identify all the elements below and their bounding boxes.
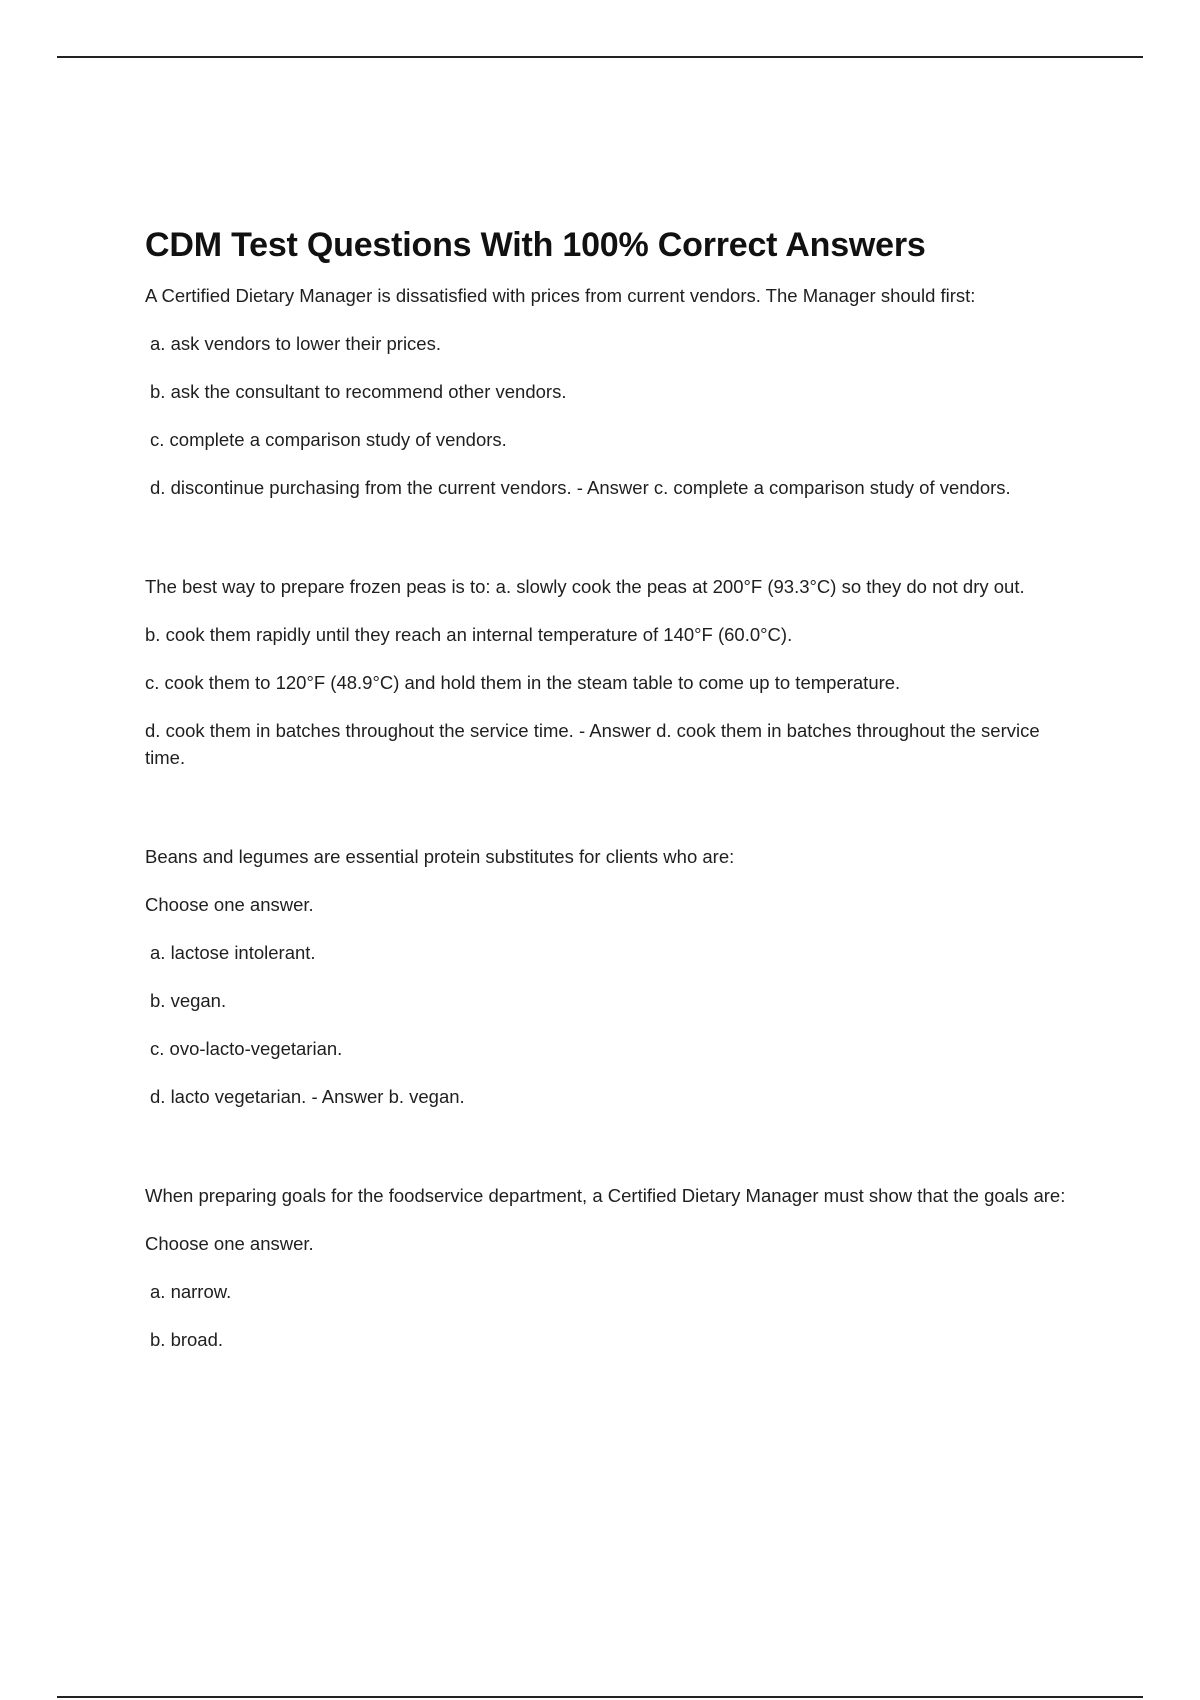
question-text: c. cook them to 120°F (48.9°C) and hold them in the steam table to come up to temperature.	[145, 672, 901, 693]
question-list	[145, 282, 1080, 1353]
answer-option: d. lacto vegetarian. - Answer b. vegan.	[150, 1086, 465, 1107]
answer-option: a. lactose intolerant.	[150, 942, 316, 963]
question-text: A Certified Dietary Manager is dissatisfied with prices from current vendors. The Manager should first:	[145, 285, 976, 306]
answer-option: b. vegan.	[150, 990, 227, 1011]
question-text: b. cook them rapidly until they reach an internal temperature of 140°F (60.0°C).	[145, 624, 793, 645]
question-text: Choose one answer.	[145, 1233, 314, 1254]
answer-option: b. broad.	[150, 1329, 224, 1350]
answer-option: c. complete a comparison study of vendors.	[150, 429, 507, 450]
document-body	[145, 222, 1080, 1374]
answer-option: b. ask the consultant to recommend other vendors.	[150, 381, 567, 402]
answer-option: a. ask vendors to lower their prices.	[150, 333, 441, 354]
answer-option: a. narrow.	[150, 1281, 232, 1302]
question-text: When preparing goals for the foodservice department, a Certified Dietary Manager must show that the goals are:	[145, 1185, 1066, 1206]
answer-option: d. discontinue purchasing from the current vendors. - Answer c. complete a comparison study of vendors.	[150, 477, 1011, 498]
answer-option: c. ovo-lacto-vegetarian.	[150, 1038, 343, 1059]
question-text: Beans and legumes are essential protein substitutes for clients who are:	[145, 846, 735, 867]
header-rule	[57, 56, 1143, 58]
question-text: d. cook them in batches throughout the service time. - Answer d. cook them in batches throughout the service time.	[145, 720, 1040, 768]
question-text: The best way to prepare frozen peas is to: a. slowly cook the peas at 200°F (93.3°C) so they do not dry out.	[145, 576, 1025, 597]
question-text: Choose one answer.	[145, 894, 314, 915]
footer-rule	[57, 1696, 1143, 1698]
document-title: CDM Test Questions With 100% Correct Answers	[145, 226, 926, 264]
